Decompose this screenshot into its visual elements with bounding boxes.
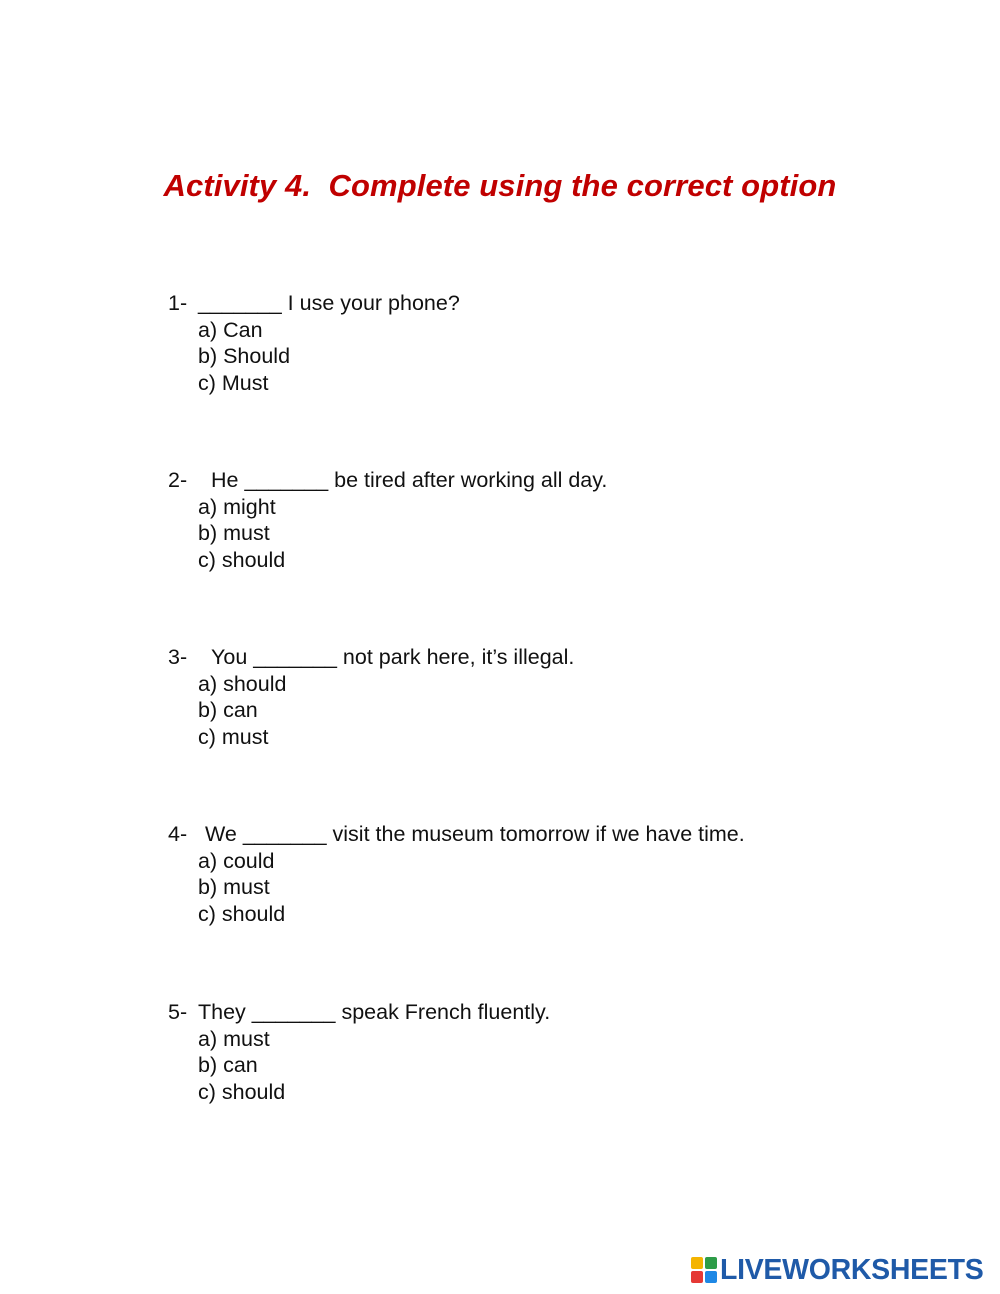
option-a[interactable]: a) Can (198, 317, 263, 342)
option-b[interactable]: b) can (198, 698, 258, 722)
option-list (168, 494, 607, 574)
question-3 (168, 644, 574, 750)
logo-square-3 (691, 1271, 703, 1283)
option-b[interactable]: b) can (198, 1053, 258, 1077)
liveworksheets-logo-icon (691, 1257, 717, 1283)
question-1 (168, 290, 460, 396)
option-list (168, 848, 745, 928)
liveworksheets-brand[interactable] (691, 1256, 983, 1284)
option-c[interactable]: c) should (198, 901, 286, 926)
question-number: 1- (168, 291, 188, 315)
option-b[interactable]: b) must (198, 875, 270, 899)
option-b[interactable]: b) Should (198, 344, 291, 368)
question-4 (168, 821, 745, 927)
option-a[interactable]: a) should (198, 671, 287, 696)
logo-square-1 (691, 1257, 703, 1269)
option-c[interactable]: c) should (198, 547, 286, 572)
option-a[interactable]: a) could (198, 848, 275, 873)
option-a[interactable]: a) might (198, 494, 276, 519)
question-number: 2- (168, 468, 188, 492)
brand-name: LIVEWORKSHEETS (720, 1254, 984, 1286)
question-text: You _______ not park here, it’s illegal. (211, 645, 575, 669)
option-list (168, 1026, 550, 1106)
question-number: 5- (168, 1000, 188, 1024)
question-line (168, 999, 550, 1026)
question-2 (168, 467, 607, 573)
option-b[interactable]: b) must (198, 521, 270, 545)
question-line (168, 821, 745, 848)
question-text: They _______ speak French fluently. (198, 1000, 551, 1024)
question-text: We _______ visit the museum tomorrow if we have time. (205, 822, 745, 846)
question-number: 4- (168, 822, 188, 846)
page-title: Activity 4. Complete using the correct option (163, 168, 837, 203)
option-list (168, 317, 460, 397)
question-text: He _______ be tired after working all day. (211, 468, 608, 492)
question-5 (168, 999, 550, 1105)
logo-square-4 (705, 1271, 717, 1283)
question-line (168, 644, 574, 671)
option-list (168, 671, 574, 751)
question-text: _______ I use your phone? (198, 291, 460, 315)
option-c[interactable]: c) should (198, 1079, 286, 1104)
option-c[interactable]: c) must (198, 724, 269, 749)
logo-square-2 (705, 1257, 717, 1269)
option-c[interactable]: c) Must (198, 370, 269, 395)
question-number: 3- (168, 645, 188, 669)
question-line (168, 290, 460, 317)
option-a[interactable]: a) must (198, 1026, 270, 1051)
question-line (168, 467, 607, 494)
